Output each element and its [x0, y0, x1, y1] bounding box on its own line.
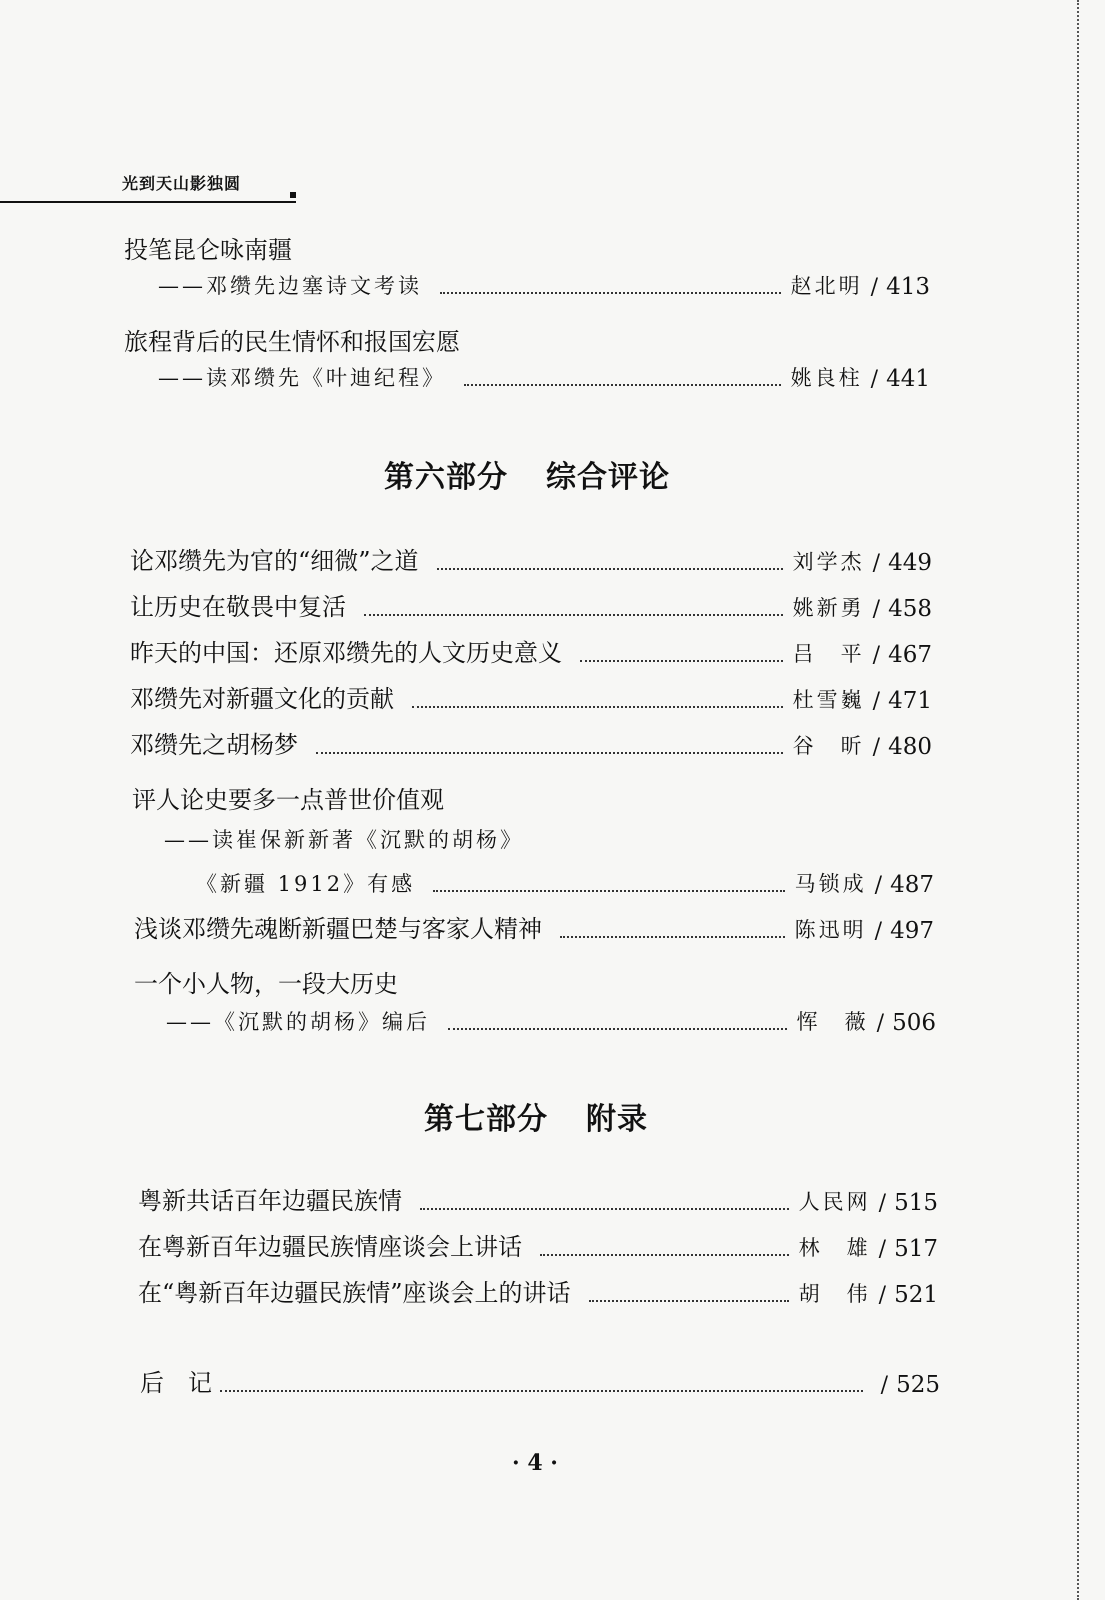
afterword-page: 525 — [896, 1372, 940, 1398]
toc-entry-title: 粤新共话百年边疆民族情 — [138, 1187, 402, 1215]
slash: / — [878, 1191, 887, 1216]
toc-entry-title: 昨天的中国：还原邓缵先的人文历史意义 — [130, 639, 562, 667]
toc-entry-title: 一个小人物，一段大历史 — [134, 970, 398, 998]
dot-leader — [420, 1207, 789, 1210]
toc-entry-line — [140, 1368, 940, 1398]
toc-entry-subtitle: ——读崔保新新著《沉默的胡杨》 — [164, 828, 524, 852]
page-edge — [1077, 0, 1105, 1600]
toc-entry-author: 马锁成 — [794, 872, 867, 896]
toc-entry-title: 旅程背后的民生情怀和报国宏愿 — [124, 328, 460, 356]
dot-leader — [560, 935, 785, 938]
toc-entry-author: 陈迅明 — [794, 918, 867, 942]
slash: / — [880, 1373, 889, 1398]
dot-leader — [433, 889, 785, 892]
slash: / — [872, 551, 881, 576]
page-number: · 4 · — [512, 1450, 558, 1476]
slash: / — [878, 1237, 887, 1262]
slash: / — [872, 689, 881, 714]
toc-entry-author: 赵北明 — [790, 274, 863, 298]
toc-entry-title: 在粤新百年边疆民族情座谈会上讲话 — [138, 1233, 522, 1261]
running-head-mark — [290, 192, 296, 198]
toc-entry-page: 458 — [888, 596, 932, 622]
toc-entry-author: 姚良柱 — [790, 366, 863, 390]
toc-entry-subtitle-continued: 《新疆 1912》有感 — [196, 872, 416, 896]
slash: / — [872, 735, 881, 760]
toc-entry-line — [134, 914, 934, 944]
toc-entry-line — [130, 592, 932, 622]
toc-entry-title: 浅谈邓缵先魂断新疆巴楚与客家人精神 — [134, 915, 542, 943]
toc-entry-line — [158, 362, 930, 392]
toc-entry-subtitle: ——邓缵先边塞诗文考读 — [158, 274, 422, 298]
toc-entry-line — [166, 1006, 936, 1036]
running-head-rule — [0, 201, 296, 203]
dot-leader — [540, 1253, 789, 1256]
toc-entry-page: 449 — [888, 550, 932, 576]
toc-entry-author: 恽 薇 — [796, 1010, 869, 1034]
toc-entry-line — [138, 1186, 938, 1216]
toc-entry-author: 胡 伟 — [798, 1282, 871, 1306]
dot-leader — [448, 1027, 787, 1030]
toc-entry-page: 497 — [890, 918, 934, 944]
toc-entry-subtitle: ——读邓缵先《叶迪纪程》 — [158, 366, 446, 390]
toc-entry-author: 杜雪巍 — [792, 688, 865, 712]
section-part: 第六部分 — [384, 460, 508, 495]
section-heading — [424, 1094, 648, 1138]
toc-entry-title: 在“粤新百年边疆民族情”座谈会上的讲话 — [138, 1279, 571, 1307]
toc-entry-author: 吕 平 — [792, 642, 865, 666]
toc-entry-title: 论邓缵先为官的“细微”之道 — [130, 547, 419, 575]
toc-entry-author: 刘学杰 — [792, 550, 865, 574]
toc-entry-title: 评人论史要多一点普世价值观 — [132, 786, 444, 814]
dot-leader — [464, 383, 781, 386]
slash: / — [870, 367, 879, 392]
toc-entry-line — [130, 546, 932, 576]
toc-entry-author: 姚新勇 — [792, 596, 865, 620]
slash: / — [874, 873, 883, 898]
slash: / — [874, 919, 883, 944]
slash: / — [872, 643, 881, 668]
toc-entry-page: 480 — [888, 734, 932, 760]
toc-entry-line — [130, 684, 932, 714]
toc-entry-line — [138, 1278, 938, 1308]
slash: / — [872, 597, 881, 622]
section-heading — [384, 452, 670, 496]
toc-entry-title: 邓缵先对新疆文化的贡献 — [130, 685, 394, 713]
toc-entry-page: 515 — [894, 1190, 938, 1216]
toc-entry-subtitle: ——《沉默的胡杨》编后 — [166, 1010, 430, 1034]
toc-entry-author: 林 雄 — [798, 1236, 871, 1260]
toc-entry-page: 441 — [886, 366, 930, 392]
toc-entry-line — [158, 270, 930, 300]
toc-entry-title: 让历史在敬畏中复活 — [130, 593, 346, 621]
toc-entry-page: 467 — [888, 642, 932, 668]
toc-entry-author: 人民网 — [798, 1190, 871, 1214]
section-part: 第七部分 — [424, 1102, 548, 1137]
dot-leader — [440, 291, 781, 294]
slash: / — [878, 1283, 887, 1308]
afterword-title: 后 记 — [140, 1369, 212, 1397]
dot-leader — [412, 705, 783, 708]
slash: / — [870, 275, 879, 300]
dot-leader — [580, 659, 783, 662]
running-head: 光到天山影独圆 — [122, 174, 242, 193]
toc-entry-title: 投笔昆仑咏南疆 — [124, 236, 292, 264]
toc-entry-page: 521 — [894, 1282, 938, 1308]
slash: / — [876, 1011, 885, 1036]
toc-entry-line — [196, 868, 934, 898]
toc-entry-author: 谷 昕 — [792, 734, 865, 758]
dot-leader — [364, 613, 783, 616]
toc-entry-page: 517 — [894, 1236, 938, 1262]
section-name: 附录 — [586, 1102, 648, 1137]
toc-entry-line — [138, 1232, 938, 1262]
dot-leader — [589, 1299, 789, 1302]
toc-entry-title: 邓缵先之胡杨梦 — [130, 731, 298, 759]
toc-entry-page: 471 — [888, 688, 932, 714]
toc-entry-page: 506 — [892, 1010, 936, 1036]
dot-leader — [220, 1389, 863, 1392]
toc-entry-page: 413 — [886, 274, 930, 300]
toc-entry-line — [130, 638, 932, 668]
toc-entry-line — [130, 730, 932, 760]
dot-leader — [316, 751, 783, 754]
dot-leader — [437, 567, 783, 570]
section-name: 综合评论 — [546, 460, 670, 495]
toc-entry-page: 487 — [890, 872, 934, 898]
